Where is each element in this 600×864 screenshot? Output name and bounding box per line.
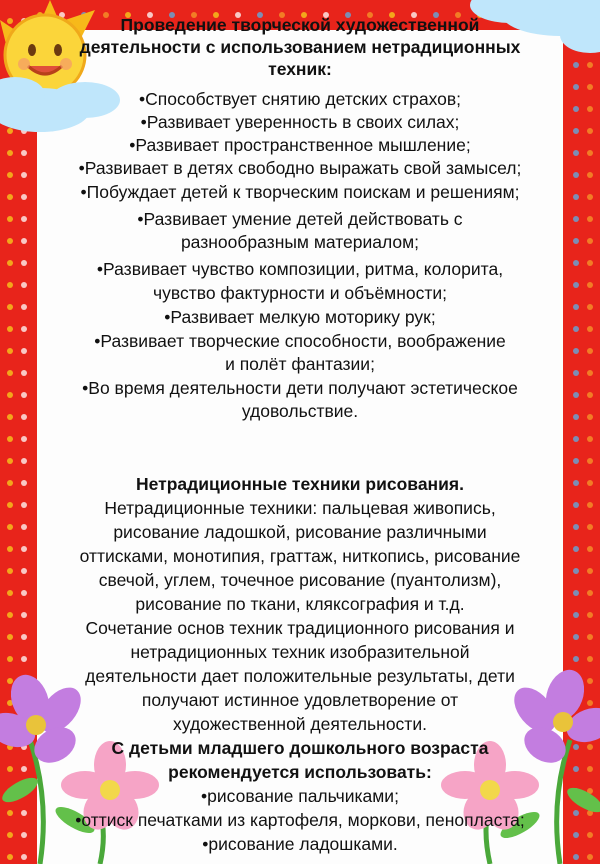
techniques-line: рисование по ткани, кляксография и т.д. [135,594,465,614]
techniques-line: нетрадиционных техник изобразительной [130,642,470,662]
techniques-line: свечой, углем, точечное рисование (пуантолизм), [98,570,502,590]
recommended-item: •рисование ладошками. [202,834,398,854]
benefit-item: •Развивает мелкую моторику рук; [164,307,436,327]
section1-title-line: деятельности с использованием нетрадиционных [79,37,521,57]
benefit-item: •Развивает в детях свободно выражать свой замысел; [78,158,522,178]
benefit-item: •Способствует снятию детских страхов; [138,89,462,109]
recommended-item: •оттиск печатками из картофеля, моркови, пенопласта; [75,810,525,830]
recommended-item: •рисование пальчиками; [201,786,399,806]
benefit-item: •Развивает пространственное мышление; [129,135,471,155]
benefit-item: •Развивает уверенность в своих силах; [140,112,460,132]
benefit-item: и полёт фантазии; [225,354,375,374]
benefit-item: •Во время деятельности дети получают эстетическое [82,378,518,398]
techniques-line: Сочетание основ техник традиционного рисования и [85,618,515,638]
techniques-line: оттисками, монотипия, граттаж, ниткопись, рисование [79,546,521,566]
techniques-line: рисование ладошкой, рисование различными [113,522,487,542]
benefit-item: удовольствие. [241,401,359,421]
section3-title-line: рекомендуется использовать: [168,762,432,782]
section1-title-line: техник: [268,59,332,79]
techniques-line: художественной деятельности. [173,714,427,734]
benefit-item: •Побуждает детей к творческим поискам и решениям; [80,182,520,202]
section2-title: Нетрадиционные техники рисования. [136,474,464,494]
benefit-item: разнообразным материалом; [180,232,420,252]
techniques-line: Нетрадиционные техники: пальцевая живопись, [104,498,496,518]
techniques-line: получают истинное удовлетворение от [141,690,459,710]
section3-title-line: С детьми младшего дошкольного возраста [111,738,489,758]
benefit-item: •Развивает умение детей действовать с [137,209,463,229]
benefit-item: •Развивает творческие способности, воображение [94,331,506,351]
techniques-line: деятельности дает положительные результаты, дети [85,666,515,686]
benefit-item: •Развивает чувство композиции, ритма, колорита, [96,259,504,279]
benefit-item: чувство фактурности и объёмности; [152,283,448,303]
section1-title-line: Проведение творческой художественной [120,15,480,35]
